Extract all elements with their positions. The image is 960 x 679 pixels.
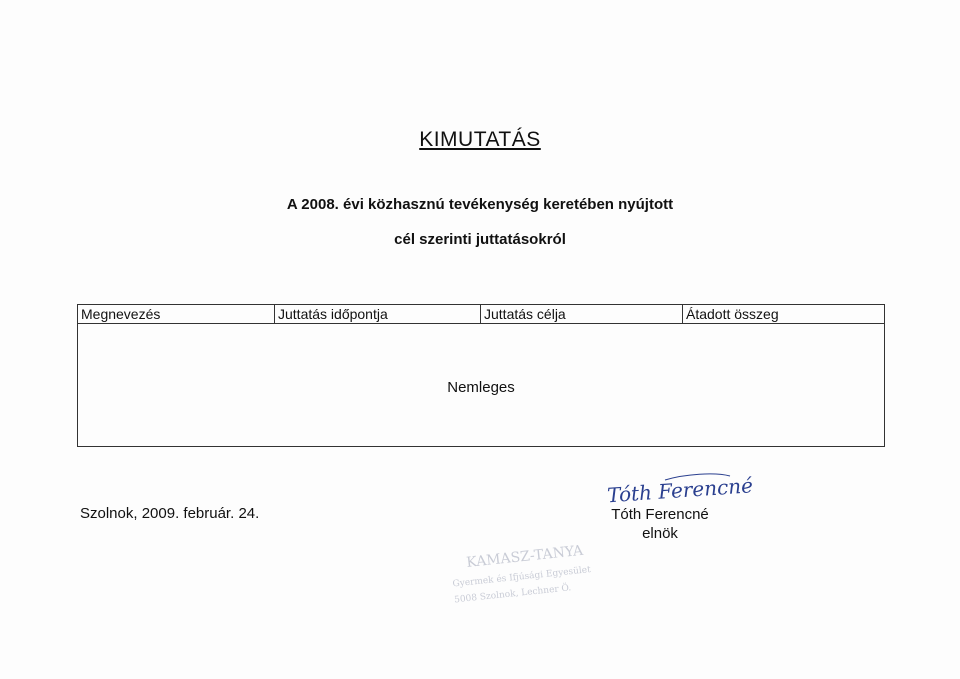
benefits-table (77, 304, 885, 447)
signer-role: elnök (642, 525, 678, 542)
document-title: KIMUTATÁS (419, 128, 541, 151)
organization-stamp (440, 540, 590, 610)
signature-text: Tóth Ferencné (606, 473, 754, 508)
header-cell-date: Juttatás időpontja (274, 305, 480, 323)
document-subtitle-line1: A 2008. évi közhasznú tevékenység keretében nyújtott (286, 196, 674, 213)
table-body-text: Nemleges (447, 379, 515, 396)
header-cell-purpose: Juttatás célja (480, 305, 682, 323)
stamp-line2: Gyermek és Ifjúsági Egyesület (452, 565, 592, 590)
handwritten-signature (605, 472, 754, 508)
stamp-line1: KAMASZ-TANYA (465, 542, 584, 571)
signer-name: Tóth Ferencné (611, 506, 709, 523)
document-subtitle-line2: cél szerinti juttatásokról (394, 231, 566, 248)
table-header-row (78, 305, 884, 324)
place-and-date: Szolnok, 2009. február. 24. (80, 505, 260, 522)
header-cell-amount: Átadott összeg (682, 305, 884, 323)
stamp-line3: 5008 Szolnok, Lechner Ö. (453, 583, 572, 606)
header-cell-name: Megnevezés (81, 306, 161, 322)
